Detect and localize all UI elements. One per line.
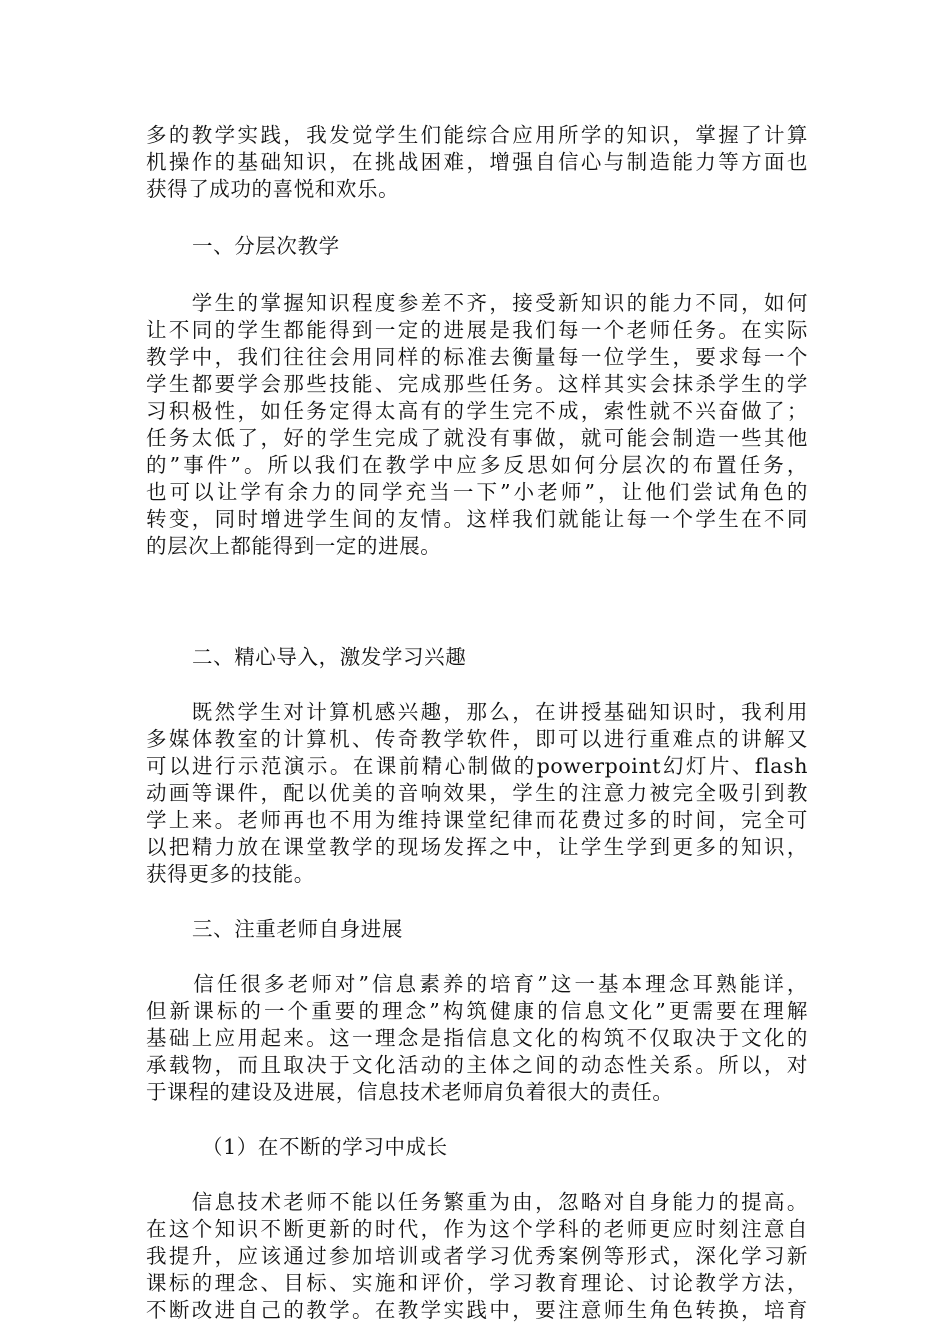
text-line: 的层次上都能得到一定的进展。 (146, 534, 442, 558)
paragraph-continuous-learning (146, 1189, 808, 1324)
paragraph-teacher-development (146, 971, 808, 1106)
text-line: 既然学生对计算机感兴趣，那么，在讲授基础知识时，我利用 (146, 700, 808, 724)
text-line: 动画等课件，配以优美的音响效果，学生的注意力被完全吸引到教 (146, 781, 808, 805)
section-heading-2: 二、精心导入，激发学习兴趣 (192, 645, 467, 669)
text-line: 让不同的学生都能得到一定的进展是我们每一个老师任务。在实际 (146, 318, 808, 342)
text-line: 但新课标的一个重要的理念”构筑健康的信息文化”更需要在理解 (146, 999, 808, 1023)
paragraph-careful-intro (146, 699, 808, 888)
text-line: 的”事件”。所以我们在教学中应多反思如何分层次的布置任务， (146, 453, 808, 477)
text-line: 也可以让学有余力的同学充当一下”小老师”，让他们尝试角色的 (146, 480, 808, 504)
text-line: 我提升，应该通过参加培训或者学习优秀案例等形式，深化学习新 (146, 1244, 808, 1268)
text-line: 多的教学实践，我发觉学生们能综合应用所学的知识，掌握了计算 (146, 123, 808, 147)
text-line: 习积极性，如任务定得太高有的学生完不成，索性就不兴奋做了； (146, 399, 808, 423)
text-line: 信任很多老师对”信息素养的培育”这一基本理念耳熟能详， (146, 972, 808, 996)
text-line: 不断改进自己的教学。在教学实践中，要注意师生角色转换，培育 (146, 1298, 808, 1322)
text-line: 承载物，而且取决于文化活动的主体之间的动态性关系。所以，对 (146, 1053, 808, 1077)
text-line: 学生都要学会那些技能、完成那些任务。这样其实会抹杀学生的学 (146, 372, 808, 396)
text-line: 多媒体教室的计算机、传奇教学软件，即可以进行重难点的讲解又 (146, 727, 808, 751)
section-heading-1: 一、分层次教学 (192, 234, 340, 258)
text-line: 学生的掌握知识程度参差不齐，接受新知识的能力不同，如何 (146, 291, 808, 315)
text-line: 任务太低了，好的学生完成了就没有事做，就可能会制造一些其他 (146, 426, 808, 450)
text-line: 机操作的基础知识，在挑战困难，增强自信心与制造能力等方面也 (146, 150, 808, 174)
text-line: 于课程的建设及进展，信息技术老师肩负着很大的责任。 (146, 1080, 674, 1104)
paragraph-layered-teaching (146, 290, 808, 560)
text-line: 在这个知识不断更新的时代，作为这个学科的老师更应时刻注意自 (146, 1217, 808, 1241)
text-line: 转变，同时增进学生间的友情。这样我们就能让每一个学生在不同 (146, 507, 808, 531)
text-line: 获得更多的技能。 (146, 862, 315, 886)
paragraph-intro (146, 122, 808, 203)
text-line: 可以进行示范演示。在课前精心制做的powerpoint幻灯片、flash (146, 754, 808, 778)
text-line: 获得了成功的喜悦和欢乐。 (146, 177, 400, 201)
text-line: 信息技术老师不能以任务繁重为由，忽略对自身能力的提高。 (146, 1190, 808, 1214)
subsection-heading-1: （1）在不断的学习中成长 (202, 1135, 448, 1159)
text-line: 以把精力放在课堂教学的现场发挥之中，让学生学到更多的知识， (146, 835, 808, 859)
document-page (146, 122, 808, 1324)
text-line: 教学中，我们往往会用同样的标准去衡量每一位学生，要求每一个 (146, 345, 808, 369)
text-line: 课标的理念、目标、实施和评价，学习教育理论、讨论教学方法， (146, 1271, 808, 1295)
section-heading-3: 三、注重老师自身进展 (192, 917, 403, 941)
text-line: 学上来。老师再也不用为维持课堂纪律而花费过多的时间，完全可 (146, 808, 808, 832)
text-line: 基础上应用起来。这一理念是指信息文化的构筑不仅取决于文化的 (146, 1026, 808, 1050)
